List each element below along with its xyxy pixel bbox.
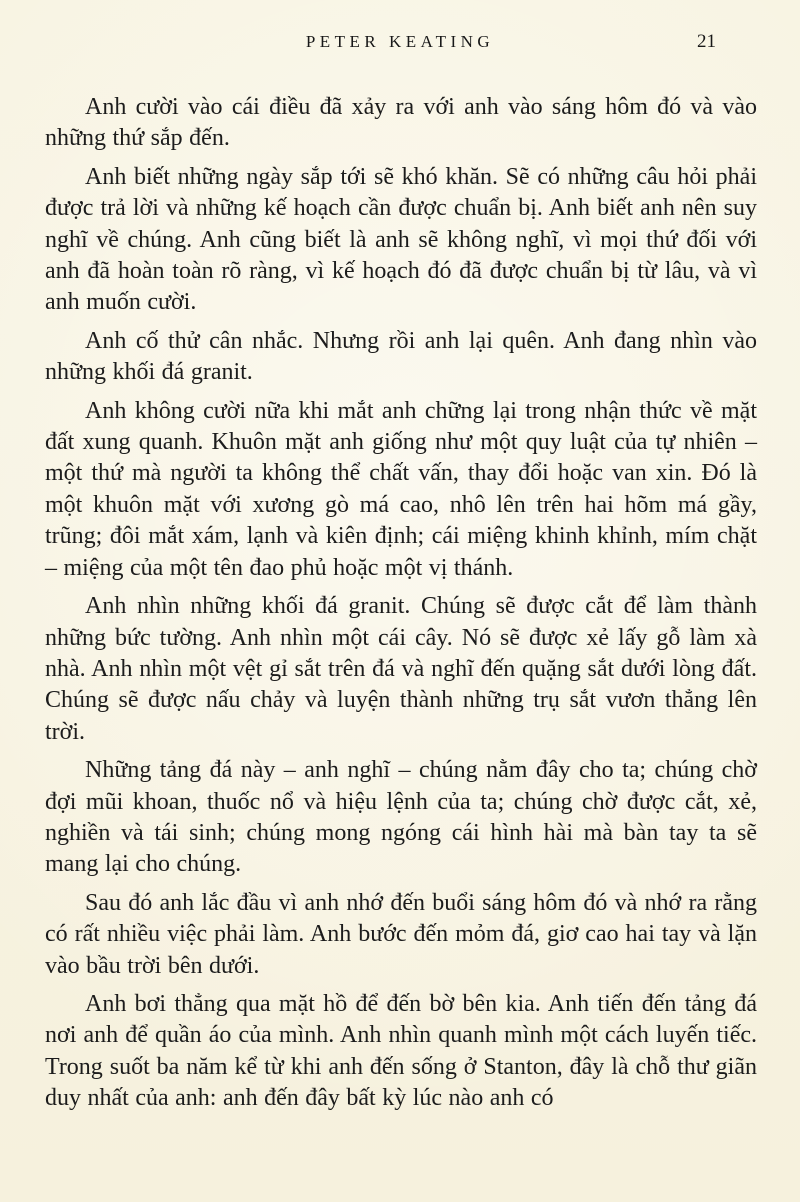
paragraph-7: Sau đó anh lắc đầu vì anh nhớ đến buổi sáng hôm đó và nhớ ra rằng có rất nhiều việc phải làm. Anh bước đến mỏm đá, giơ cao hai tay và lặn vào bầu trời bên dưới.	[45, 889, 757, 979]
page-body	[45, 92, 757, 1122]
running-head-title: PETER KEATING	[305, 32, 495, 51]
page-number: 21	[697, 31, 716, 52]
paragraph-2: Anh biết những ngày sắp tới sẽ khó khăn. Sẽ có những câu hỏi phải được trả lời và những kế hoạch cần được chuẩn bị. Anh biết anh nên suy nghĩ về chúng. Anh cũng biết là anh sẽ không nghĩ, vì mọi thứ đối với anh đã hoàn toàn rõ ràng, vì kế hoạch đó đã được chuẩn bị từ lâu, và vì anh muốn cười.	[45, 163, 757, 316]
running-header	[0, 32, 800, 60]
paragraph-1: Anh cười vào cái điều đã xảy ra với anh vào sáng hôm đó và vào những thứ sắp đến.	[45, 94, 757, 152]
paragraph-5: Anh nhìn những khối đá granit. Chúng sẽ được cắt để làm thành những bức tường. Anh nhìn một cái cây. Nó sẽ được xẻ lấy gỗ làm xà nhà. Anh nhìn một vệt gỉ sắt trên đá và nghĩ đến quặng sắt dưới lòng đất. Chúng sẽ được nấu chảy và luyện thành những trụ sắt vươn thẳng lên trời.	[45, 593, 757, 745]
paragraph-4: Anh không cười nữa khi mắt anh chững lại trong nhận thức về mặt đất xung quanh. Khuôn mặt anh giống như một quy luật của tự nhiên – một thứ mà người ta không thể chất vấn, thay đổi hoặc van xin. Đó là một khuôn mặt với xương gò má cao, nhô lên trên hai hõm má gầy, trũng; đôi mắt xám, lạnh và kiên định; cái miệng khinh khỉnh, mím chặt – miệng của một tên đao phủ hoặc một vị thánh.	[45, 397, 757, 581]
paragraph-6: Những tảng đá này – anh nghĩ – chúng nằm đây cho ta; chúng chờ đợi mũi khoan, thuốc nổ và hiệu lệnh của ta; chúng chờ được cắt, xẻ, nghiền và tái sinh; chúng mong ngóng cái hình hài mà bàn tay ta sẽ mang lại cho chúng.	[45, 757, 757, 878]
paragraph-3: Anh cố thử cân nhắc. Nhưng rồi anh lại quên. Anh đang nhìn vào những khối đá granit.	[45, 327, 757, 386]
paragraph-8: Anh bơi thẳng qua mặt hồ để đến bờ bên kia. Anh tiến đến tảng đá nơi anh để quần áo của mình. Anh nhìn quanh mình một cách luyến tiếc. Trong suốt ba năm kể từ khi anh đến sống ở Stanton, đây là chỗ thư giãn duy nhất của anh: anh đến đây bất kỳ lúc nào anh có	[45, 990, 757, 1112]
